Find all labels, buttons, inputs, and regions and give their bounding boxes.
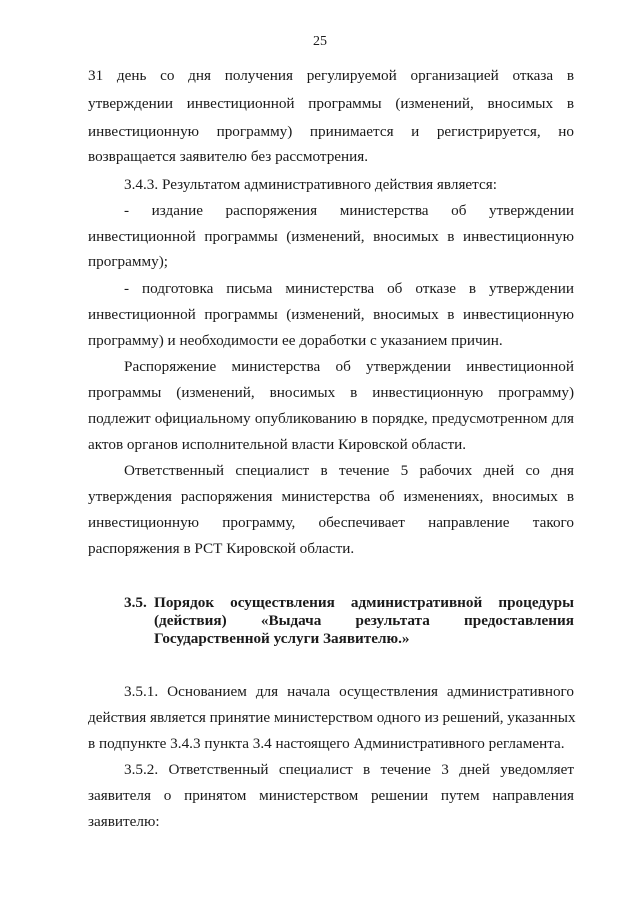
paragraph-line: действия является принятие министерством одного из решений, указанных bbox=[88, 709, 576, 726]
list-item-line: инвестиционной программы (изменений, вносимых в инвестиционную bbox=[88, 228, 574, 245]
paragraph-line: 3.5.1. Основанием для начала осуществления административного bbox=[124, 683, 574, 700]
paragraph-line: 3.5.2. Ответственный специалист в течение 3 дней уведомляет bbox=[124, 761, 574, 778]
paragraph-line: программы (изменений, вносимых в инвестиционную программу) bbox=[88, 384, 574, 401]
paragraph-line: заявителя о принятом министерством решении путем направления bbox=[88, 787, 574, 804]
section-heading-line: Государственной услуги Заявителю.» bbox=[154, 630, 410, 647]
paragraph-line: в подпункте 3.4.3 пункта 3.4 настоящего Административного регламента. bbox=[88, 735, 565, 752]
section-number: 3.5. bbox=[124, 594, 147, 611]
paragraph-line: Распоряжение министерства об утверждении инвестиционной bbox=[124, 358, 574, 375]
list-item-line: - издание распоряжения министерства об утверждении bbox=[124, 202, 574, 219]
paragraph-line: утверждения распоряжения министерства об изменениях, вносимых в bbox=[88, 488, 574, 505]
section-heading-line: Порядок осуществления административной процедуры bbox=[154, 594, 574, 611]
list-item-line: - подготовка письма министерства об отказе в утверждении bbox=[124, 280, 574, 297]
paragraph-line: Ответственный специалист в течение 5 рабочих дней со дня bbox=[124, 462, 574, 479]
page-number: 25 bbox=[313, 34, 327, 49]
list-item-line: программу); bbox=[88, 253, 168, 270]
paragraph-line: распоряжения в РСТ Кировской области. bbox=[88, 540, 355, 557]
paragraph-line: возвращается заявителю без рассмотрения. bbox=[88, 148, 369, 165]
paragraph-line: 3.4.3. Результатом административного действия является: bbox=[124, 176, 497, 193]
paragraph-line: актов органов исполнительной власти Кировской области. bbox=[88, 436, 467, 453]
list-item-line: инвестиционной программы (изменений, вносимых в инвестиционную bbox=[88, 306, 574, 323]
paragraph-line: инвестиционную программу) принимается и регистрируется, но bbox=[88, 123, 574, 140]
paragraph-line: подлежит официальному опубликованию в порядке, предусмотренном для bbox=[88, 410, 574, 427]
section-heading-line: (действия) «Выдача результата предоставления bbox=[154, 612, 574, 629]
paragraph-line: заявителю: bbox=[88, 813, 160, 830]
list-item-line: программу) и необходимости ее доработки с указанием причин. bbox=[88, 332, 503, 349]
paragraph-line: инвестиционную программу, обеспечивает направление такого bbox=[88, 514, 574, 531]
paragraph-line: 31 день со дня получения регулируемой организацией отказа в bbox=[88, 67, 574, 84]
paragraph-line: утверждении инвестиционной программы (изменений, вносимых в bbox=[88, 95, 574, 112]
